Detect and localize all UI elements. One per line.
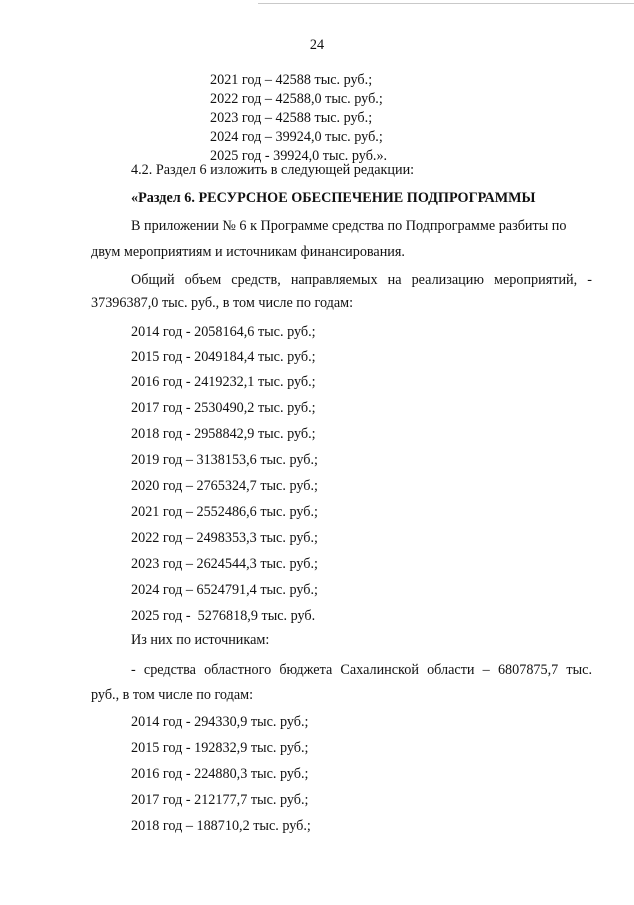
list-item: 2025 год - 5276818,9 тыс. руб.: [131, 608, 316, 624]
paragraph-line: руб., в том числе по годам:: [91, 687, 254, 703]
list-item: 2023 год – 2624544,3 тыс. руб.;: [131, 556, 318, 572]
list-item: 2024 год – 6524791,4 тыс. руб.;: [131, 582, 318, 598]
list-item: 2018 год – 188710,2 тыс. руб.;: [131, 818, 311, 834]
sources-intro: Из них по источникам:: [131, 632, 270, 648]
list-item: 2022 год – 2498353,3 тыс. руб.;: [131, 530, 318, 546]
list-item: 2017 год - 2530490,2 тыс. руб.;: [131, 400, 316, 416]
list-item: 2015 год - 2049184,4 тыс. руб.;: [131, 349, 316, 365]
list-item: 2016 год - 2419232,1 тыс. руб.;: [131, 374, 316, 390]
scan-edge-line: [258, 3, 634, 4]
list-item: 2016 год - 224880,3 тыс. руб.;: [131, 766, 309, 782]
section-heading: «Раздел 6. РЕСУРСНОЕ ОБЕСПЕЧЕНИЕ ПОДПРОГРАММЫ: [131, 190, 536, 206]
previous-years-list: [210, 71, 387, 166]
paragraph-line: двум мероприятиям и источникам финансирования.: [91, 244, 405, 260]
list-item: 2024 год – 39924,0 тыс. руб.;: [210, 129, 383, 145]
list-item: 2014 год - 294330,9 тыс. руб.;: [131, 714, 309, 730]
list-item: 2018 год - 2958842,9 тыс. руб.;: [131, 426, 316, 442]
paragraph-line: В приложении № 6 к Программе средства по Подпрограмме разбиты по: [131, 218, 567, 234]
list-item: 2021 год – 2552486,6 тыс. руб.;: [131, 504, 318, 520]
list-item: 2023 год – 42588 тыс. руб.;: [210, 110, 373, 126]
paragraph-line: Общий объем средств, направляемых на реализацию мероприятий, -: [131, 272, 592, 288]
item-intro: 4.2. Раздел 6 изложить в следующей редакции:: [131, 162, 415, 178]
paragraph-line: - средства областного бюджета Сахалинской области – 6807875,7 тыс.: [131, 662, 592, 678]
page-number: 24: [309, 37, 325, 53]
paragraph-line: 37396387,0 тыс. руб., в том числе по годам:: [91, 295, 354, 311]
list-item: 2022 год – 42588,0 тыс. руб.;: [210, 91, 383, 107]
list-item: 2017 год - 212177,7 тыс. руб.;: [131, 792, 309, 808]
list-item: 2025 год - 39924,0 тыс. руб.».: [210, 148, 388, 164]
list-item: 2014 год - 2058164,6 тыс. руб.;: [131, 324, 316, 340]
list-item: 2020 год – 2765324,7 тыс. руб.;: [131, 478, 318, 494]
list-item: 2019 год – 3138153,6 тыс. руб.;: [131, 452, 318, 468]
list-item: 2021 год – 42588 тыс. руб.;: [210, 72, 373, 88]
list-item: 2015 год - 192832,9 тыс. руб.;: [131, 740, 309, 756]
